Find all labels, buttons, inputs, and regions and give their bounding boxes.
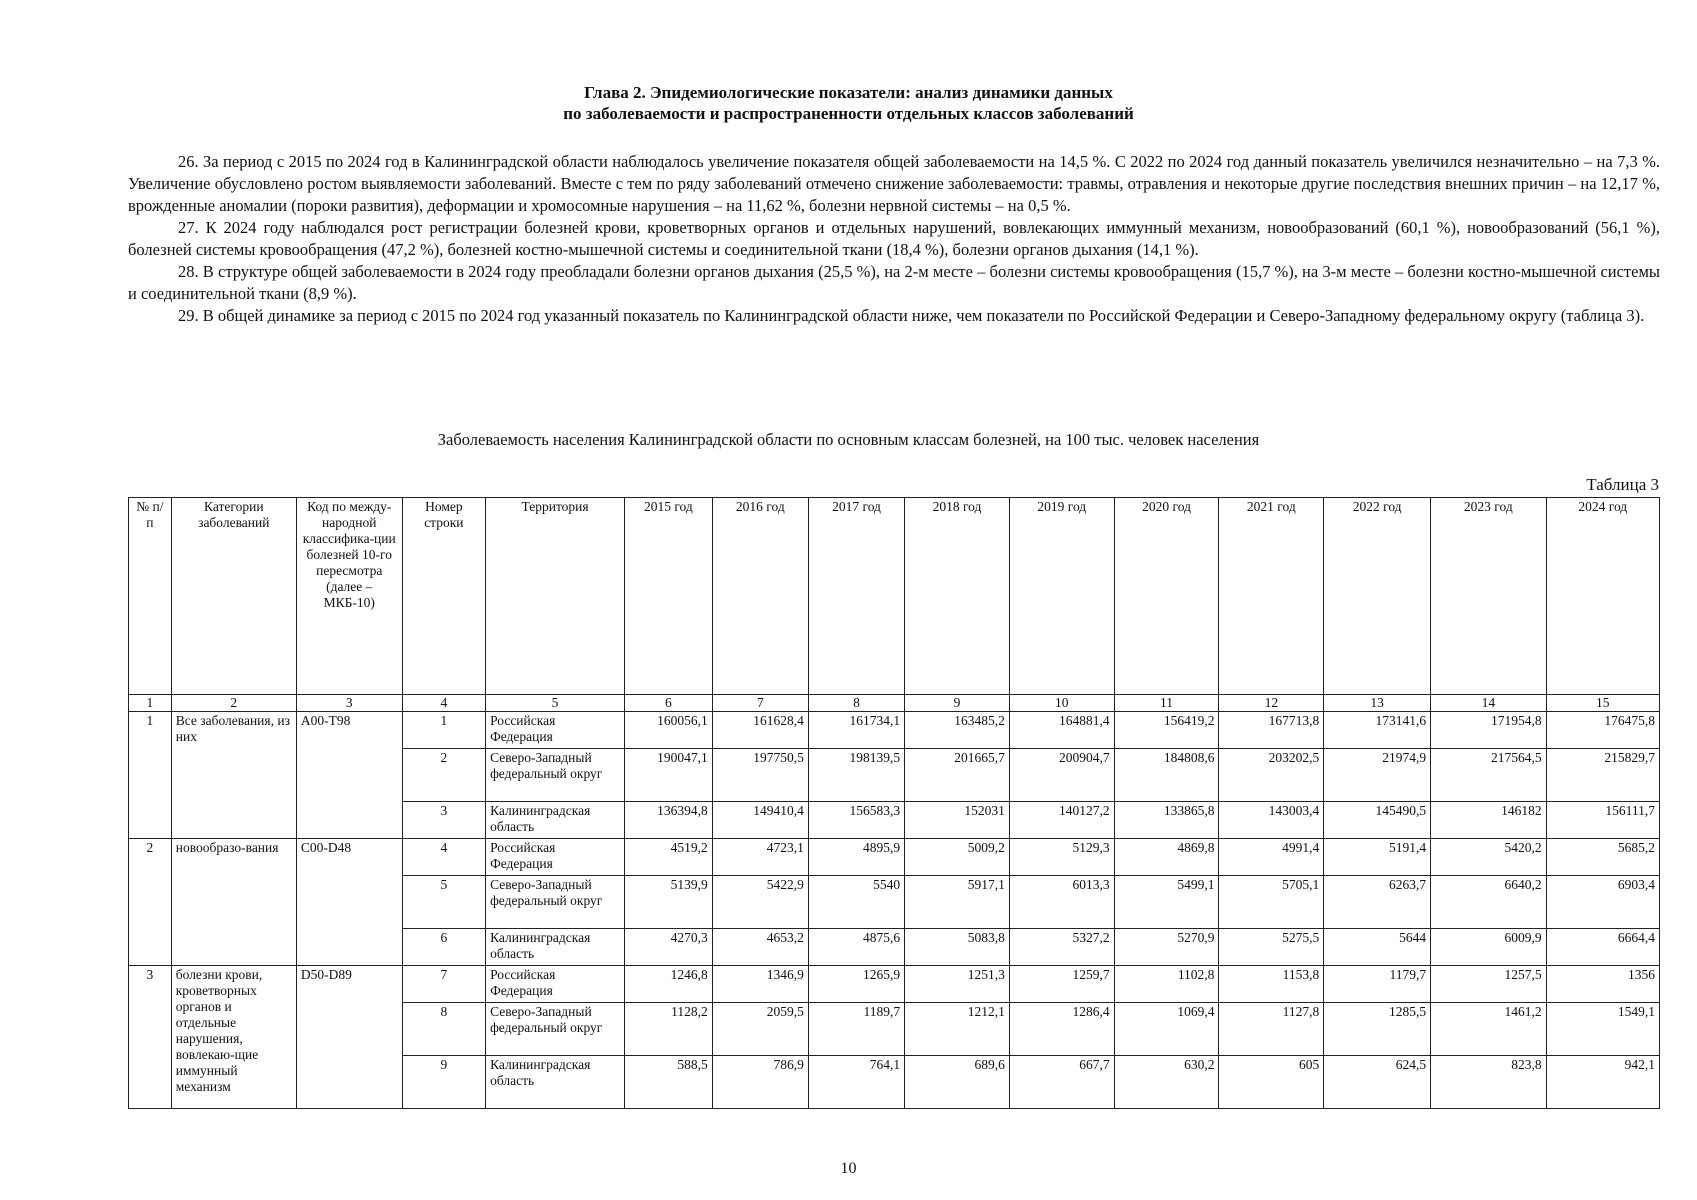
row-value: 152031 xyxy=(905,802,1010,839)
row-value: 5644 xyxy=(1324,929,1431,966)
row-line-number: 2 xyxy=(402,749,485,802)
column-number: 8 xyxy=(808,695,904,712)
row-value: 5139,9 xyxy=(625,876,713,929)
table-header-row xyxy=(129,498,1660,695)
row-icd-code: D50-D89 xyxy=(296,966,402,1109)
row-value: 1259,7 xyxy=(1009,966,1114,1003)
row-value: 146182 xyxy=(1431,802,1546,839)
row-territory: Северо-Западный федеральный округ xyxy=(486,749,625,802)
row-value: 1286,4 xyxy=(1009,1003,1114,1056)
row-value: 1257,5 xyxy=(1431,966,1546,1003)
row-territory: Калининградская область xyxy=(486,929,625,966)
row-value: 173141,6 xyxy=(1324,712,1431,749)
chapter-title-line-2: по заболеваемости и распространенности отдельных классов заболеваний xyxy=(563,104,1134,123)
row-value: 689,6 xyxy=(905,1056,1010,1109)
row-value: 6640,2 xyxy=(1431,876,1546,929)
header-year-2022: 2022 год xyxy=(1324,498,1431,695)
row-value: 5499,1 xyxy=(1114,876,1219,929)
row-value: 1069,4 xyxy=(1114,1003,1219,1056)
header-code: Код по между-народной классифика-ции болезней 10-го пересмотра (далее – МКБ-10) xyxy=(296,498,402,695)
row-value: 167713,8 xyxy=(1219,712,1324,749)
row-value: 1102,8 xyxy=(1114,966,1219,1003)
row-value: 4991,4 xyxy=(1219,839,1324,876)
row-value: 1179,7 xyxy=(1324,966,1431,1003)
row-value: 1189,7 xyxy=(808,1003,904,1056)
row-value: 5685,2 xyxy=(1546,839,1659,876)
row-category: болезни крови, кроветворных органов и отдельные нарушения, вовлекаю-щие иммунный механизм xyxy=(171,966,296,1109)
header-year-2019: 2019 год xyxy=(1009,498,1114,695)
header-year-2021: 2021 год xyxy=(1219,498,1324,695)
row-value: 163485,2 xyxy=(905,712,1010,749)
column-number: 2 xyxy=(171,695,296,712)
row-value: 588,5 xyxy=(625,1056,713,1109)
row-value: 190047,1 xyxy=(625,749,713,802)
row-line-number: 6 xyxy=(402,929,485,966)
row-territory: Калининградская область xyxy=(486,802,625,839)
column-number: 12 xyxy=(1219,695,1324,712)
header-year-2023: 2023 год xyxy=(1431,498,1546,695)
header-year-2020: 2020 год xyxy=(1114,498,1219,695)
row-value: 1265,9 xyxy=(808,966,904,1003)
body-text xyxy=(128,151,1660,327)
row-value: 630,2 xyxy=(1114,1056,1219,1109)
row-value: 217564,5 xyxy=(1431,749,1546,802)
header-year-2024: 2024 год xyxy=(1546,498,1659,695)
row-value: 200904,7 xyxy=(1009,749,1114,802)
row-value: 4875,6 xyxy=(808,929,904,966)
row-territory: Калининградская область xyxy=(486,1056,625,1109)
row-value: 5327,2 xyxy=(1009,929,1114,966)
column-number-row xyxy=(129,695,1660,712)
row-value: 6009,9 xyxy=(1431,929,1546,966)
table-row xyxy=(129,966,1660,1003)
paragraph-27: 27. К 2024 году наблюдался рост регистрации болезней крови, кроветворных органов и отдельных нарушений, вовлекающих иммунный механизм, новообразований (60,1 %), новообразований (56,1 %), болезней системы кровообращения (47,2 %), болезней костно-мышечной системы и соединительной ткани (18,4 %), болезни органов дыхания (14,1 %). xyxy=(128,218,1660,259)
row-value: 198139,5 xyxy=(808,749,904,802)
row-value: 5129,3 xyxy=(1009,839,1114,876)
row-value: 823,8 xyxy=(1431,1056,1546,1109)
row-territory: Российская Федерация xyxy=(486,839,625,876)
row-value: 21974,9 xyxy=(1324,749,1431,802)
row-value: 1549,1 xyxy=(1546,1003,1659,1056)
column-number: 5 xyxy=(486,695,625,712)
row-value: 605 xyxy=(1219,1056,1324,1109)
column-number: 13 xyxy=(1324,695,1431,712)
row-value: 764,1 xyxy=(808,1056,904,1109)
row-territory: Российская Федерация xyxy=(486,966,625,1003)
row-value: 1153,8 xyxy=(1219,966,1324,1003)
row-value: 2059,5 xyxy=(712,1003,808,1056)
row-territory: Северо-Западный федеральный округ xyxy=(486,1003,625,1056)
chapter-title xyxy=(0,82,1697,124)
row-value: 140127,2 xyxy=(1009,802,1114,839)
row-group-number: 2 xyxy=(129,839,172,966)
row-value: 4270,3 xyxy=(625,929,713,966)
row-value: 176475,8 xyxy=(1546,712,1659,749)
row-value: 171954,8 xyxy=(1431,712,1546,749)
row-value: 6664,4 xyxy=(1546,929,1659,966)
header-line: Номер строки xyxy=(402,498,485,695)
row-group-number: 1 xyxy=(129,712,172,839)
row-value: 4895,9 xyxy=(808,839,904,876)
row-value: 5083,8 xyxy=(905,929,1010,966)
row-value: 184808,6 xyxy=(1114,749,1219,802)
table-caption: Заболеваемость населения Калининградской области по основным классам болезней, на 100 тыс. человек населения xyxy=(437,430,1260,449)
row-value: 201665,7 xyxy=(905,749,1010,802)
morbidity-table xyxy=(128,497,1660,1109)
row-value: 786,9 xyxy=(712,1056,808,1109)
paragraph-28: 28. В структуре общей заболеваемости в 2024 году преобладали болезни органов дыхания (25,5 %), на 2-м месте – болезни системы кровообращения (15,7 %), на 3-м месте – болезни костно-мышечной системы и соединительной ткани (8,9 %). xyxy=(128,262,1660,303)
row-value: 215829,7 xyxy=(1546,749,1659,802)
row-icd-code: C00-D48 xyxy=(296,839,402,966)
row-value: 624,5 xyxy=(1324,1056,1431,1109)
row-value: 156583,3 xyxy=(808,802,904,839)
row-value: 5009,2 xyxy=(905,839,1010,876)
row-line-number: 4 xyxy=(402,839,485,876)
row-value: 6263,7 xyxy=(1324,876,1431,929)
row-value: 1356 xyxy=(1546,966,1659,1003)
row-value: 156419,2 xyxy=(1114,712,1219,749)
row-value: 161628,4 xyxy=(712,712,808,749)
row-group-number: 3 xyxy=(129,966,172,1109)
row-category: Все заболевания, из них xyxy=(171,712,296,839)
column-number: 10 xyxy=(1009,695,1114,712)
row-value: 1246,8 xyxy=(625,966,713,1003)
row-value: 143003,4 xyxy=(1219,802,1324,839)
paragraph-26: 26. За период с 2015 по 2024 год в Калининградской области наблюдалось увеличение показателя общей заболеваемости на 14,5 %. С 2022 по 2024 год данный показатель увеличился незначительно – на 7,3 %. Увеличение обусловлено ростом выявляемости заболеваний. Вместе с тем по ряду заболеваний отмечено снижение заболеваемости: травмы, отравления и некоторые другие последствия внешних причин – на 12,17 %, врожденные аномалии (пороки развития), деформации и хромосомные нарушения – на 11,62 %, болезни нервной системы – на 0,5 %. xyxy=(128,152,1660,215)
header-year-2018: 2018 год xyxy=(905,498,1010,695)
page-number: 10 xyxy=(840,1160,857,1177)
row-value: 1212,1 xyxy=(905,1003,1010,1056)
row-value: 5422,9 xyxy=(712,876,808,929)
row-territory: Северо-Западный федеральный округ xyxy=(486,876,625,929)
row-value: 160056,1 xyxy=(625,712,713,749)
row-value: 136394,8 xyxy=(625,802,713,839)
row-value: 164881,4 xyxy=(1009,712,1114,749)
column-number: 1 xyxy=(129,695,172,712)
row-value: 1127,8 xyxy=(1219,1003,1324,1056)
header-num: № п/п xyxy=(129,498,172,695)
row-line-number: 1 xyxy=(402,712,485,749)
row-value: 197750,5 xyxy=(712,749,808,802)
row-value: 5705,1 xyxy=(1219,876,1324,929)
row-value: 5917,1 xyxy=(905,876,1010,929)
column-number: 9 xyxy=(905,695,1010,712)
row-value: 145490,5 xyxy=(1324,802,1431,839)
row-value: 6013,3 xyxy=(1009,876,1114,929)
row-value: 667,7 xyxy=(1009,1056,1114,1109)
column-number: 6 xyxy=(625,695,713,712)
row-value: 5270,9 xyxy=(1114,929,1219,966)
row-line-number: 9 xyxy=(402,1056,485,1109)
header-territory: Территория xyxy=(486,498,625,695)
row-value: 1251,3 xyxy=(905,966,1010,1003)
row-value: 1128,2 xyxy=(625,1003,713,1056)
row-value: 1461,2 xyxy=(1431,1003,1546,1056)
header-year-2017: 2017 год xyxy=(808,498,904,695)
row-value: 133865,8 xyxy=(1114,802,1219,839)
row-line-number: 7 xyxy=(402,966,485,1003)
row-line-number: 8 xyxy=(402,1003,485,1056)
paragraph-29: 29. В общей динамике за период с 2015 по 2024 год указанный показатель по Калининградской области ниже, чем показатели по Российской Федерации и Северо-Западному федеральному округу (таблица 3). xyxy=(178,306,1645,325)
row-value: 4723,1 xyxy=(712,839,808,876)
row-value: 1346,9 xyxy=(712,966,808,1003)
column-number: 11 xyxy=(1114,695,1219,712)
row-line-number: 5 xyxy=(402,876,485,929)
row-territory: Российская Федерация xyxy=(486,712,625,749)
header-year-2016: 2016 год xyxy=(712,498,808,695)
row-value: 4519,2 xyxy=(625,839,713,876)
row-value: 156111,7 xyxy=(1546,802,1659,839)
row-value: 149410,4 xyxy=(712,802,808,839)
chapter-title-line-1: Глава 2. Эпидемиологические показатели: анализ динамики данных xyxy=(584,83,1113,102)
table-body xyxy=(129,712,1660,1109)
column-number: 4 xyxy=(402,695,485,712)
header-category: Категории заболеваний xyxy=(171,498,296,695)
column-number: 15 xyxy=(1546,695,1659,712)
column-number: 7 xyxy=(712,695,808,712)
row-value: 161734,1 xyxy=(808,712,904,749)
row-value: 203202,5 xyxy=(1219,749,1324,802)
header-year-2015: 2015 год xyxy=(625,498,713,695)
table-number: Таблица 3 xyxy=(1586,475,1659,494)
column-number: 3 xyxy=(296,695,402,712)
row-line-number: 3 xyxy=(402,802,485,839)
row-value: 4653,2 xyxy=(712,929,808,966)
row-value: 1285,5 xyxy=(1324,1003,1431,1056)
row-value: 5540 xyxy=(808,876,904,929)
row-value: 5275,5 xyxy=(1219,929,1324,966)
row-value: 6903,4 xyxy=(1546,876,1659,929)
row-value: 4869,8 xyxy=(1114,839,1219,876)
column-number: 14 xyxy=(1431,695,1546,712)
table-row xyxy=(129,712,1660,749)
row-value: 942,1 xyxy=(1546,1056,1659,1109)
row-icd-code: A00-T98 xyxy=(296,712,402,839)
row-category: новообразо-вания xyxy=(171,839,296,966)
row-value: 5191,4 xyxy=(1324,839,1431,876)
row-value: 5420,2 xyxy=(1431,839,1546,876)
table-row xyxy=(129,839,1660,876)
